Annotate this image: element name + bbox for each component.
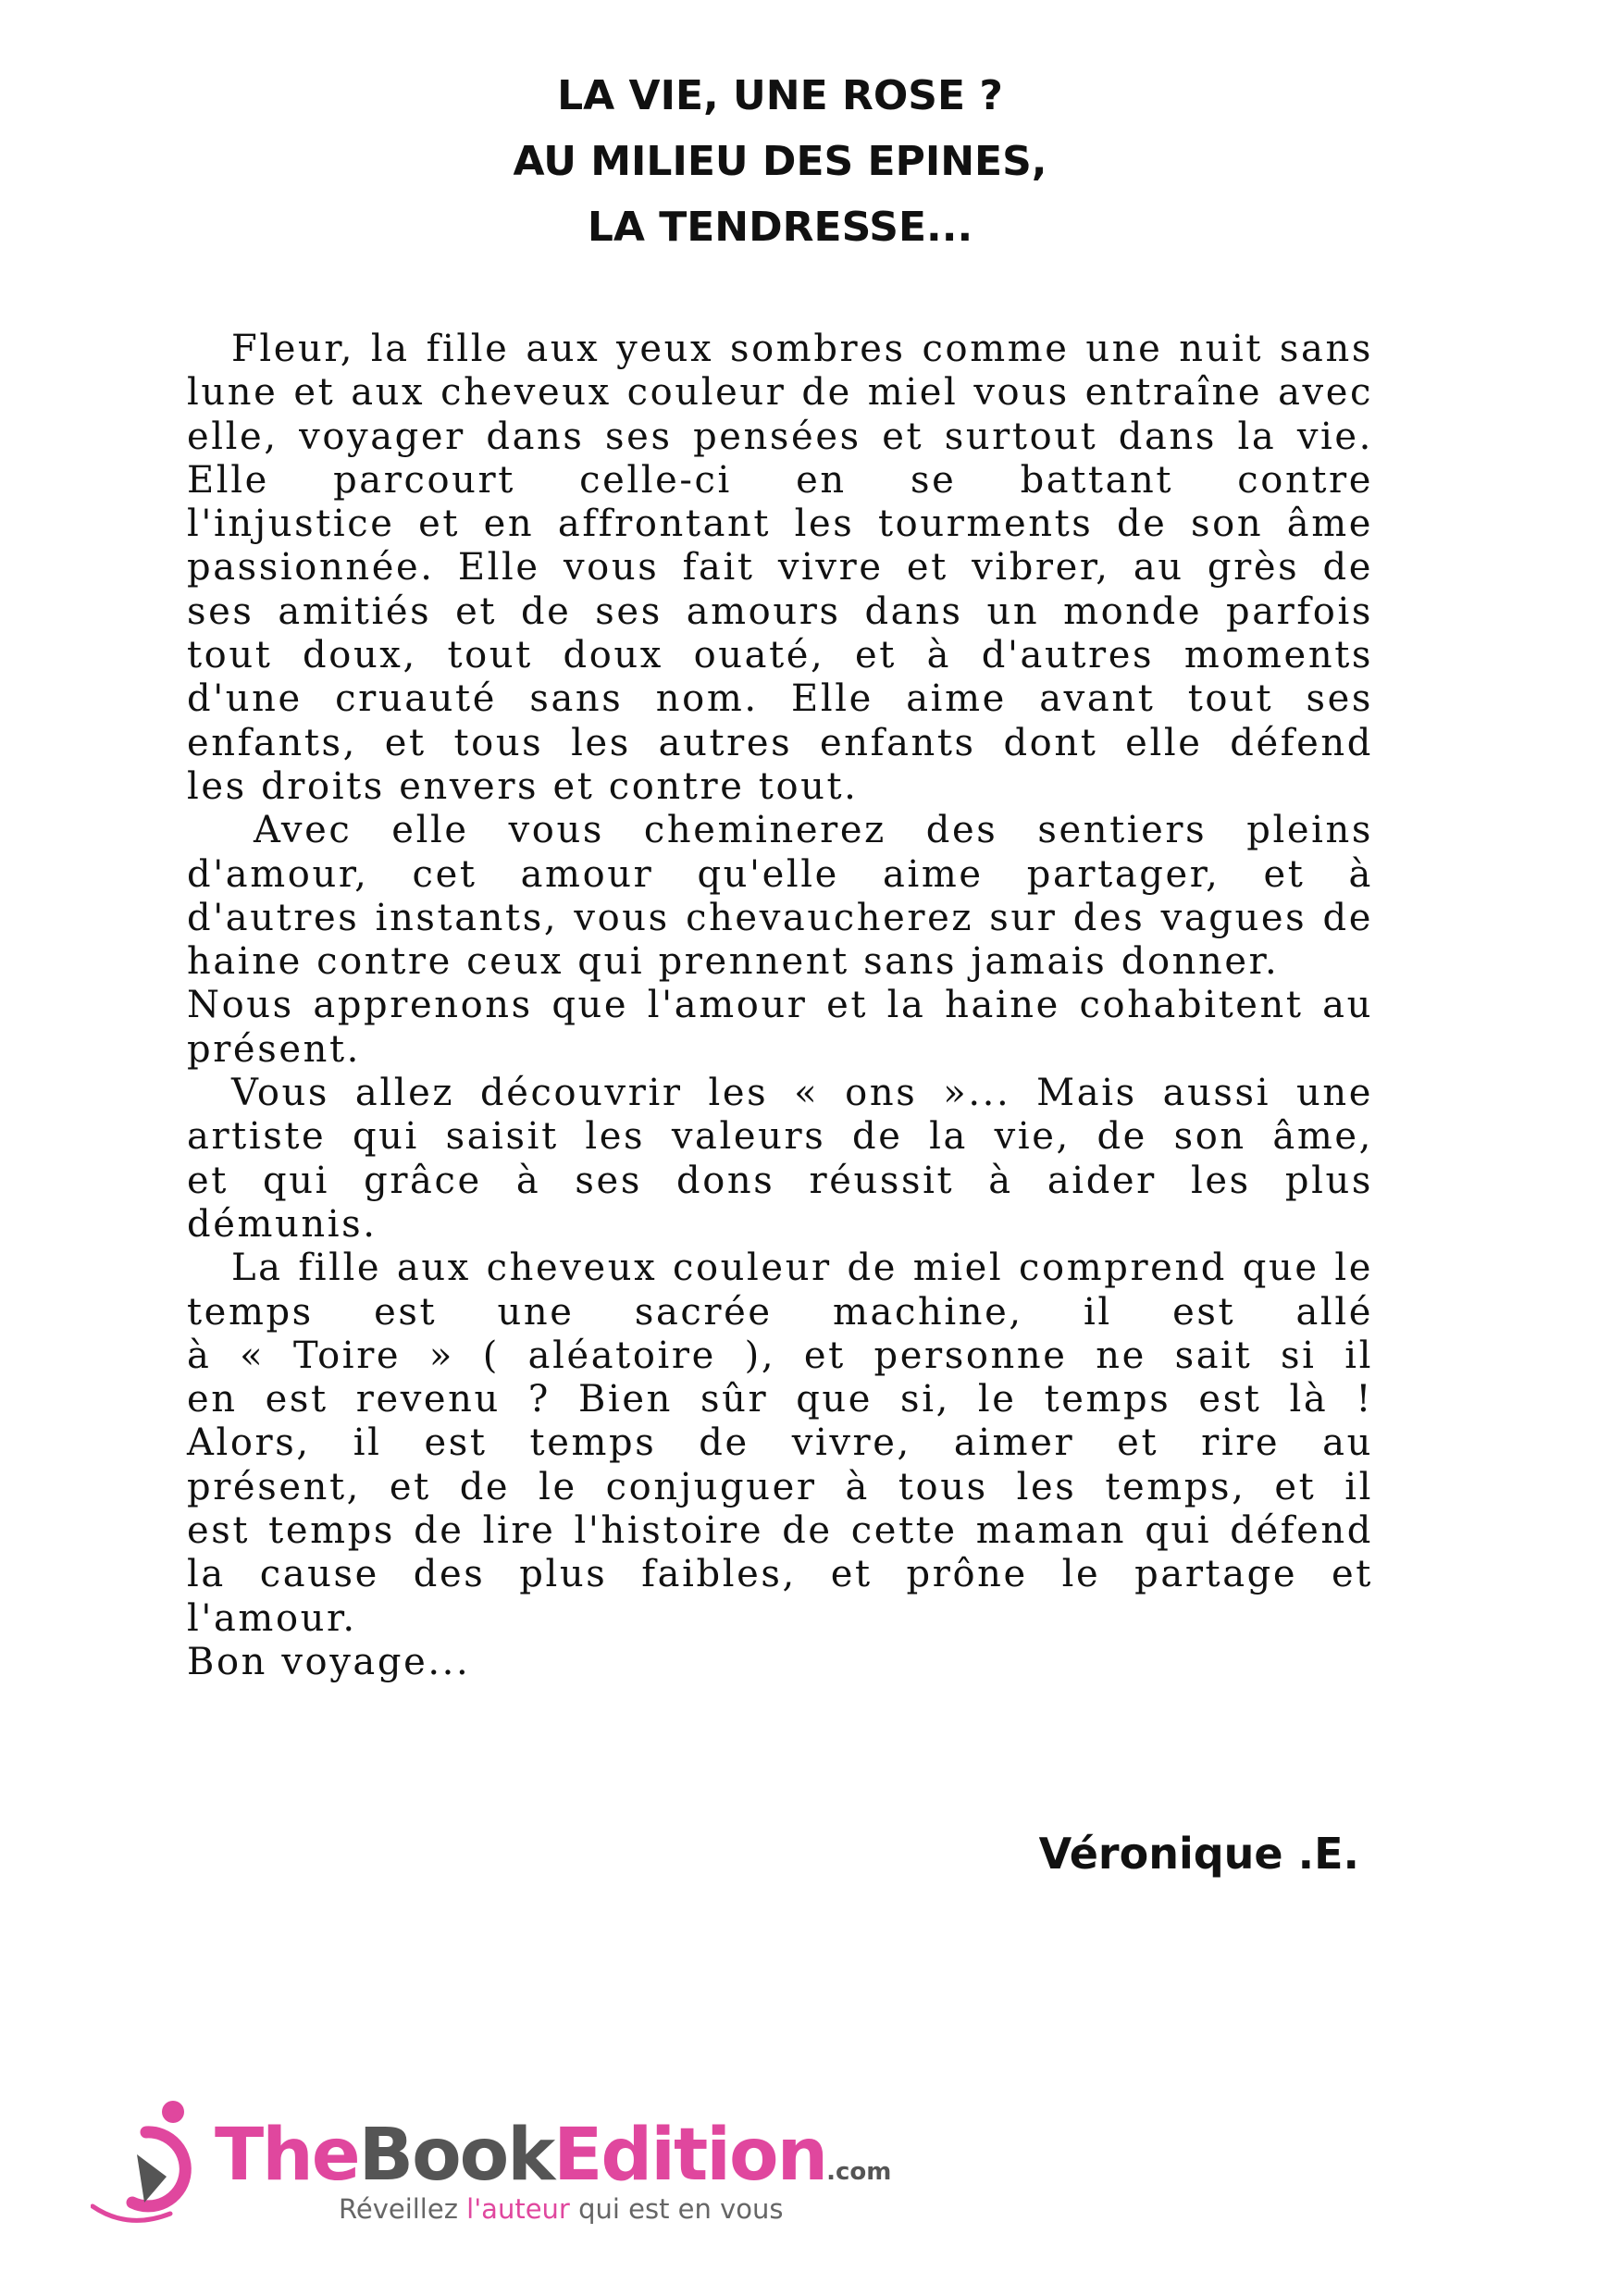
text-line: la cause des plus faibles, et prône le partage et (187, 1553, 1373, 1596)
publisher-logo (91, 2093, 892, 2241)
logo-wordmark (215, 2114, 891, 2197)
text-line: démunis. (187, 1202, 378, 1246)
logo-tagline (339, 2193, 784, 2225)
text-line: enfants, et tous les autres enfants dont elle défend (187, 721, 1373, 764)
text-line: elle, voyager dans ses pensées et surtout dans la vie. (187, 415, 1373, 458)
text-line: Fleur, la fille aux yeux sombres comme une nuit sans (231, 328, 1373, 370)
logo-word-com: .com (826, 2158, 892, 2186)
text-line: présent. (187, 1027, 361, 1071)
tagline-part: qui est en vous (569, 2193, 784, 2225)
text-line: Vous allez découvrir les « ons »... Mais aussi une (231, 1072, 1373, 1115)
text-line: d'une cruauté sans nom. Elle aime avant tout ses (187, 677, 1373, 721)
text-line: lune et aux cheveux couleur de miel vous entraîne avec (187, 371, 1373, 415)
text-line: Alors, il est temps de vivre, aimer et rire au (187, 1421, 1373, 1465)
text-line: tout doux, tout doux ouaté, et à d'autres moments (187, 634, 1373, 677)
text-line: Bon voyage... (187, 1640, 471, 1683)
text-line: l'injustice et en affrontant les tourments de son âme (187, 503, 1373, 546)
text-line: Avec elle vous cheminerez des sentiers pleins (254, 809, 1373, 852)
text-line: d'autres instants, vous chevaucherez sur des vagues de (187, 896, 1373, 939)
text-line: à « Toire » ( aléatoire ), et personne ne sait si il (187, 1334, 1373, 1377)
text-line: ses amitiés et de ses amours dans un monde parfois (187, 590, 1373, 633)
author-signature: Véronique .E. (1038, 1829, 1359, 1879)
text-line: est temps de lire l'histoire de cette maman qui défend (187, 1509, 1373, 1553)
tagline-part: Réveillez (339, 2193, 467, 2225)
text-line: et qui grâce à ses dons réussit à aider les plus (187, 1159, 1373, 1202)
title-line-3: LA TENDRESSE... (587, 204, 973, 251)
logo-word-the: The (215, 2114, 359, 2197)
text-line: d'amour, cet amour qu'elle aime partager, et à (187, 852, 1373, 896)
tagline-highlight: l'auteur (466, 2193, 570, 2225)
text-line: présent, et de le conjuguer à tous les temps, et il (187, 1465, 1373, 1508)
text-line: artiste qui saisit les valeurs de la vie, de son âme, (187, 1115, 1373, 1159)
text-line: l'amour. (187, 1596, 357, 1640)
text-line: les droits envers et contre tout. (187, 764, 859, 808)
page-title (0, 63, 1560, 260)
text-line: temps est une sacrée machine, il est allé (187, 1290, 1373, 1334)
logo-word-book: Book (358, 2114, 554, 2197)
body-text (187, 328, 1373, 1684)
logo-word-edition: Edition (553, 2114, 827, 2197)
title-line-2: AU MILIEU DES EPINES, (513, 138, 1047, 185)
text-line: haine contre ceux qui prennent sans jamais donner. (187, 940, 1280, 984)
text-line: La fille aux cheveux couleur de miel comprend que le (231, 1247, 1373, 1290)
text-line: en est revenu ? Bien sûr que si, le temps est là ! (187, 1378, 1373, 1421)
thebookedition-logo-icon (91, 2093, 211, 2241)
text-line: passionnée. Elle vous fait vivre et vibrer, au grès de (187, 546, 1373, 590)
title-line-1: LA VIE, UNE ROSE ? (557, 72, 1003, 119)
text-line: Elle parcourt celle-ci en se battant contre (187, 458, 1373, 502)
text-line: Nous apprenons que l'amour et la haine cohabitent au (187, 984, 1373, 1027)
